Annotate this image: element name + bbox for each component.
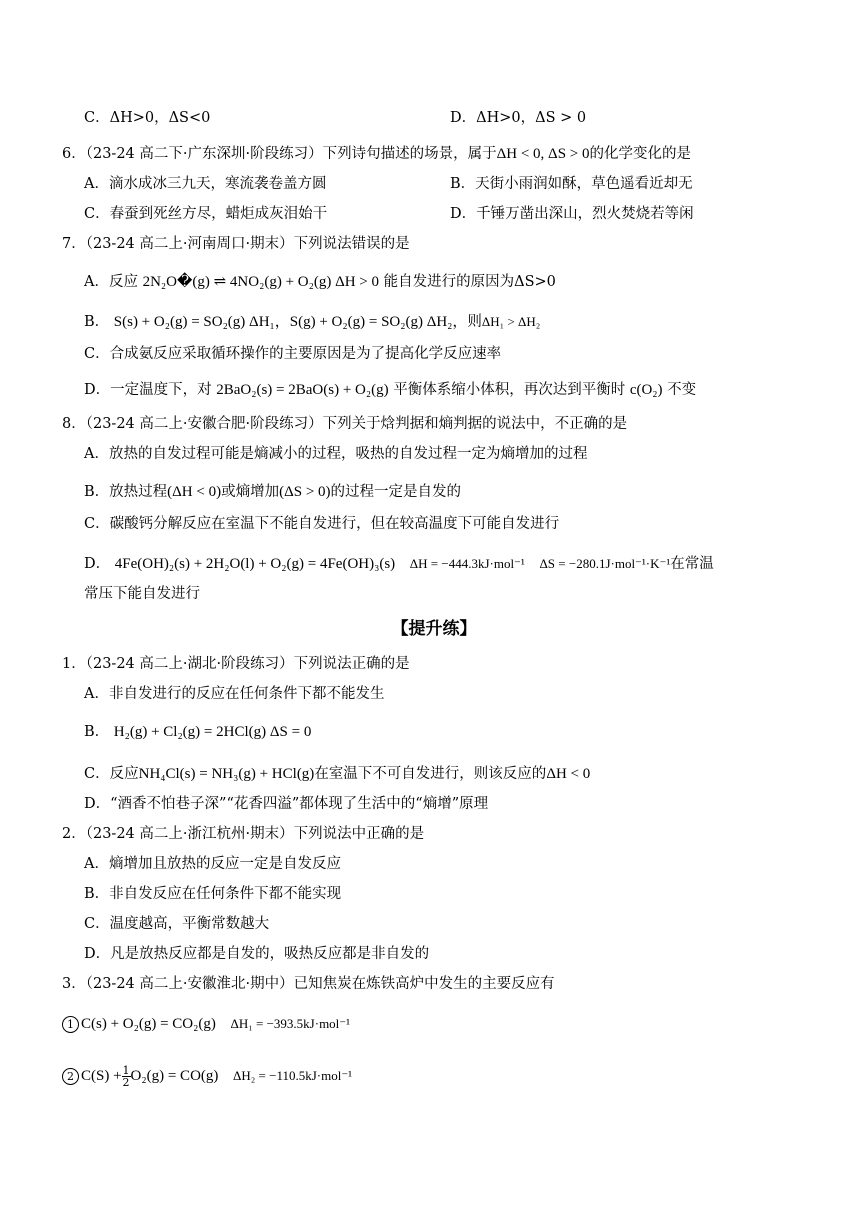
q7-b-condition: ΔH₁ > ΔH₂: [481, 314, 541, 329]
q6-stem: 6．（23-24 高二下·广东深圳·阶段练习）下列诗句描述的场景，属于ΔH < 0, ΔS > 0的化学变化的是: [62, 146, 691, 162]
q5-option-c: C．ΔH>0，ΔS<0: [84, 110, 211, 126]
p3-r1-enthalpy: ΔH₁ = −393.5kJ·mol⁻¹: [230, 1016, 351, 1031]
q7-d-concentration: c(O₂): [629, 382, 663, 398]
p3-r2-enthalpy: ΔH₂ = −110.5kJ·mol⁻¹: [233, 1068, 353, 1083]
q8-option-a: A．放热的自发过程可能是熵减小的过程，吸热的自发过程一定为熵增加的过程: [84, 446, 588, 462]
q6-option-a: A．滴水成冰三九天，寒流袭卷盖方圆: [84, 176, 327, 192]
q8-option-d-continued: 常压下能自发进行: [84, 586, 200, 602]
q5-options: [84, 106, 828, 130]
q7-option-b: B． S(s) + O₂(g) = SO₂(g) ΔH₁，S(g) + O₂(g) = SO₂(g) ΔH₂，则ΔH₁ > ΔH₂: [84, 314, 541, 330]
q8-stem: 8．（23-24 高二上·安徽合肥·阶段练习）下列关于焓判据和熵判据的说法中，不正确的是: [62, 416, 628, 432]
q8-d-entropy: ΔS = −280.1J·mol⁻¹·K⁻¹: [539, 556, 671, 571]
p2-stem: 2．（23-24 高二上·浙江杭州·期末）下列说法中正确的是: [62, 826, 425, 842]
q8-option-b: B．放热过程(ΔH < 0)或熵增加(ΔS > 0)的过程一定是自发的: [84, 484, 462, 500]
p2-option-c: C．温度越高，平衡常数越大: [84, 916, 270, 932]
q6-options-cd: [84, 202, 828, 226]
q6-option-b: B．天街小雨润如酥，草色遥看近却无: [450, 176, 693, 192]
p1-option-d: D．“酒香不怕巷子深”“花香四溢”都体现了生活中的“熵增”原理: [84, 796, 489, 812]
p1-stem: 1．（23-24 高二上·湖北·阶段练习）下列说法正确的是: [62, 656, 410, 672]
q8-option-c: C．碳酸钙分解反应在室温下不能自发进行，但在较高温度下可能自发进行: [84, 516, 560, 532]
p2-option-a: A．熵增加且放热的反应一定是自发反应: [84, 856, 341, 872]
p1-b-equation: H₂(g) + Cl₂(g) = 2HCl(g) ΔS = 0: [113, 724, 312, 740]
q7-b-equation: S(s) + O₂(g) = SO₂(g) ΔH₁，S(g) + O₂(g) = SO₂(g) ΔH₂，: [113, 314, 468, 330]
q6-option-c: C．春蚕到死丝方尽，蜡炬成灰泪始干: [84, 206, 328, 222]
p3-r1-equation: C(s) + O₂(g) = CO₂(g): [81, 1016, 216, 1032]
q7-option-c: C．合成氨反应采取循环操作的主要原因是为了提高化学反应速率: [84, 346, 502, 362]
p1-option-b: B． H₂(g) + Cl₂(g) = 2HCl(g) ΔS = 0: [84, 724, 312, 740]
q6-options-ab: [84, 172, 828, 196]
q8-d-enthalpy: ΔH = −444.3kJ·mol⁻¹: [409, 556, 525, 571]
fraction-one-half: $\frac{1}{2}$: [122, 1063, 130, 1089]
circled-number-1: 1: [62, 1016, 79, 1033]
p1-c-equation: NH₄Cl(s) = NH₃(g) + HCl(g): [138, 766, 315, 782]
p3-stem: 3．（23-24 高二上·安徽淮北·期中）已知焦炭在炼铁高炉中发生的主要反应有: [62, 976, 555, 992]
p1-option-c: C．反应NH₄Cl(s) = NH₃(g) + HCl(g)在室温下不可自发进行，则该反应的ΔH < 0: [84, 766, 591, 782]
p2-option-b: B．非自发反应在任何条件下都不能实现: [84, 886, 342, 902]
q7-option-d: D．一定温度下，对 2BaO₂(s) = 2BaO(s) + O₂(g) 平衡体系缩小体积，再次达到平衡时 c(O₂) 不变: [84, 382, 697, 398]
circled-number-2: 2: [62, 1068, 79, 1085]
section-title: 【提升练】: [391, 619, 477, 639]
q8-d-equation: 4Fe(OH)₂(s) + 2H₂O(l) + O₂(g) = 4Fe(OH)₃(s): [114, 556, 396, 572]
p2-option-d: D．凡是放热反应都是自发的，吸热反应都是非自发的: [84, 946, 430, 962]
p3-r2-equation: O₂(g) = CO(g): [130, 1068, 219, 1084]
q7-d-equation: 2BaO₂(s) = 2BaO(s) + O₂(g): [216, 382, 389, 398]
p1-c-condition: ΔH < 0: [546, 766, 591, 782]
q8-option-d: D． 4Fe(OH)₂(s) + 2H₂O(l) + O₂(g) = 4Fe(OH)₃(s) ΔH = −444.3kJ·mol⁻¹ ΔS = −280.1J·mol⁻¹·K⁻¹在常温: [84, 556, 714, 572]
q6-option-d: D．千锤万凿出深山，烈火焚烧若等闲: [450, 206, 694, 222]
q5-option-d: D．ΔH>0，ΔS > 0: [450, 110, 587, 126]
q7-option-a: A．反应 2N₂O�(g) ⇌ 4NO₂(g) + O₂(g) ΔH > 0 能自发进行的原因为ΔS>0: [84, 274, 556, 290]
p1-option-a: A．非自发进行的反应在任何条件下都不能发生: [84, 686, 385, 702]
q6-condition: ΔH < 0, ΔS > 0: [496, 146, 590, 162]
p3-reaction-2: 2 C(S) + $\frac{1}{2}$ O₂(g) = CO(g) ΔH₂ = −110.5kJ·mol⁻¹: [62, 1064, 828, 1088]
q8-b-condition-1: (ΔH < 0): [167, 484, 222, 500]
q8-b-condition-2: (ΔS > 0): [279, 484, 331, 500]
p3-reaction-1: [62, 1012, 828, 1036]
q7-a-equation: 2N₂O�(g) ⇌ 4NO₂(g) + O₂(g) ΔH > 0: [142, 274, 380, 290]
q7-stem: 7．（23-24 高二上·河南周口·期末）下列说法错误的是: [62, 236, 410, 252]
